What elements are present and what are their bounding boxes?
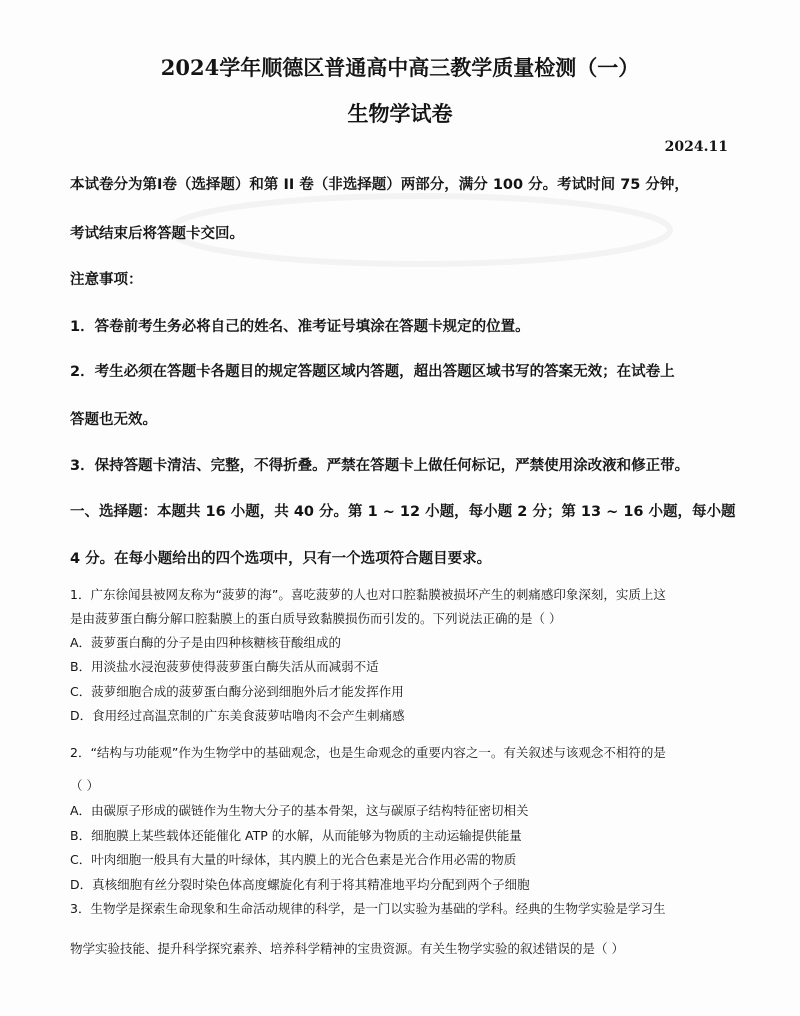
section-heading-cont: 4 分。在每小题给出的四个选项中，只有一个选项符合题目要求。: [70, 551, 492, 567]
exam-date: 2024.11: [664, 139, 728, 155]
question-1-option-b: B．用淡盐水浸泡菠萝使得菠萝蛋白酶失活从而减弱不适: [70, 659, 379, 674]
note-item-1: 1．答卷前考生务必将自己的姓名、准考证号填涂在答题卡规定的位置。: [70, 319, 530, 335]
question-2-stem-cont: （ ）: [70, 778, 99, 793]
question-1-stem: 1．广东徐闻县被网友称为“菠萝的海”。喜吃菠萝的人也对口腔黏膜被损坏产生的刺痛感印象深刻，实质上这: [70, 587, 666, 602]
question-1-option-c: C．菠萝细胞合成的菠萝蛋白酶分泌到细胞外后才能发挥作用: [70, 684, 404, 699]
exam-title: 2024学年顺德区普通高中高三教学质量检测（一）: [160, 55, 640, 80]
exam-subtitle: 生物学试卷: [347, 101, 453, 126]
question-2-option-c: C．叶肉细胞一般具有大量的叶绿体，其内膜上的光合色素是光合作用必需的物质: [70, 852, 517, 867]
notes-heading: 注意事项：: [70, 272, 143, 288]
question-1-stem-cont: 是由菠萝蛋白酶分解口腔黏膜上的蛋白质导致黏膜损伤而引发的。下列说法正确的是（ ）: [70, 611, 562, 626]
intro-line-2: 考试结束后将答题卡交回。: [70, 226, 244, 242]
question-2-stem: 2．“结构与功能观”作为生物学中的基础观念，也是生命观念的重要内容之一。有关叙述与该观念不相符的是: [70, 745, 666, 760]
question-2-option-b: B．细胞膜上某些载体还能催化 ATP 的水解，从而能够为物质的主动运输提供能量: [70, 828, 522, 843]
question-2-option-a: A．由碳原子形成的碳链作为生物大分子的基本骨架，这与碳原子结构特征密切相关: [70, 803, 529, 818]
section-heading: 一、选择题：本题共 16 小题，共 40 分。第 1 ~ 12 小题，每小题 2 分；第 13 ~ 16 小题，每小题: [70, 504, 736, 520]
question-1-option-d: D．食用经过高温烹制的广东美食菠萝咕噜肉不会产生刺痛感: [70, 708, 405, 723]
question-1-option-a: A．菠萝蛋白酶的分子是由四种核糖核苷酸组成的: [70, 635, 342, 650]
question-3-stem: 3．生物学是探索生命现象和生命活动规律的科学，是一门以实验为基础的学科。经典的生物学实验是学习生: [70, 901, 666, 916]
intro-line-1: 本试卷分为第Ⅰ卷（选择题）和第 II 卷（非选择题）两部分，满分 100 分。考试时间 75 分钟，: [70, 177, 689, 193]
note-item-2: 2．考生必须在答题卡各题目的规定答题区域内答题，超出答题区域书写的答案无效；在试卷上: [70, 364, 675, 380]
note-item-2-cont: 答题也无效。: [70, 412, 157, 428]
question-3-stem-cont: 物学实验技能、提升科学探究素养、培养科学精神的宝贵资源。有关生物学实验的叙述错误的是（ ）: [70, 941, 624, 956]
note-item-3: 3．保持答题卡清洁、完整，不得折叠。严禁在答题卡上做任何标记，严禁使用涂改液和修正带。: [70, 458, 690, 474]
question-2-option-d: D．真核细胞有丝分裂时染色体高度螺旋化有利于将其精准地平均分配到两个子细胞: [70, 877, 530, 892]
